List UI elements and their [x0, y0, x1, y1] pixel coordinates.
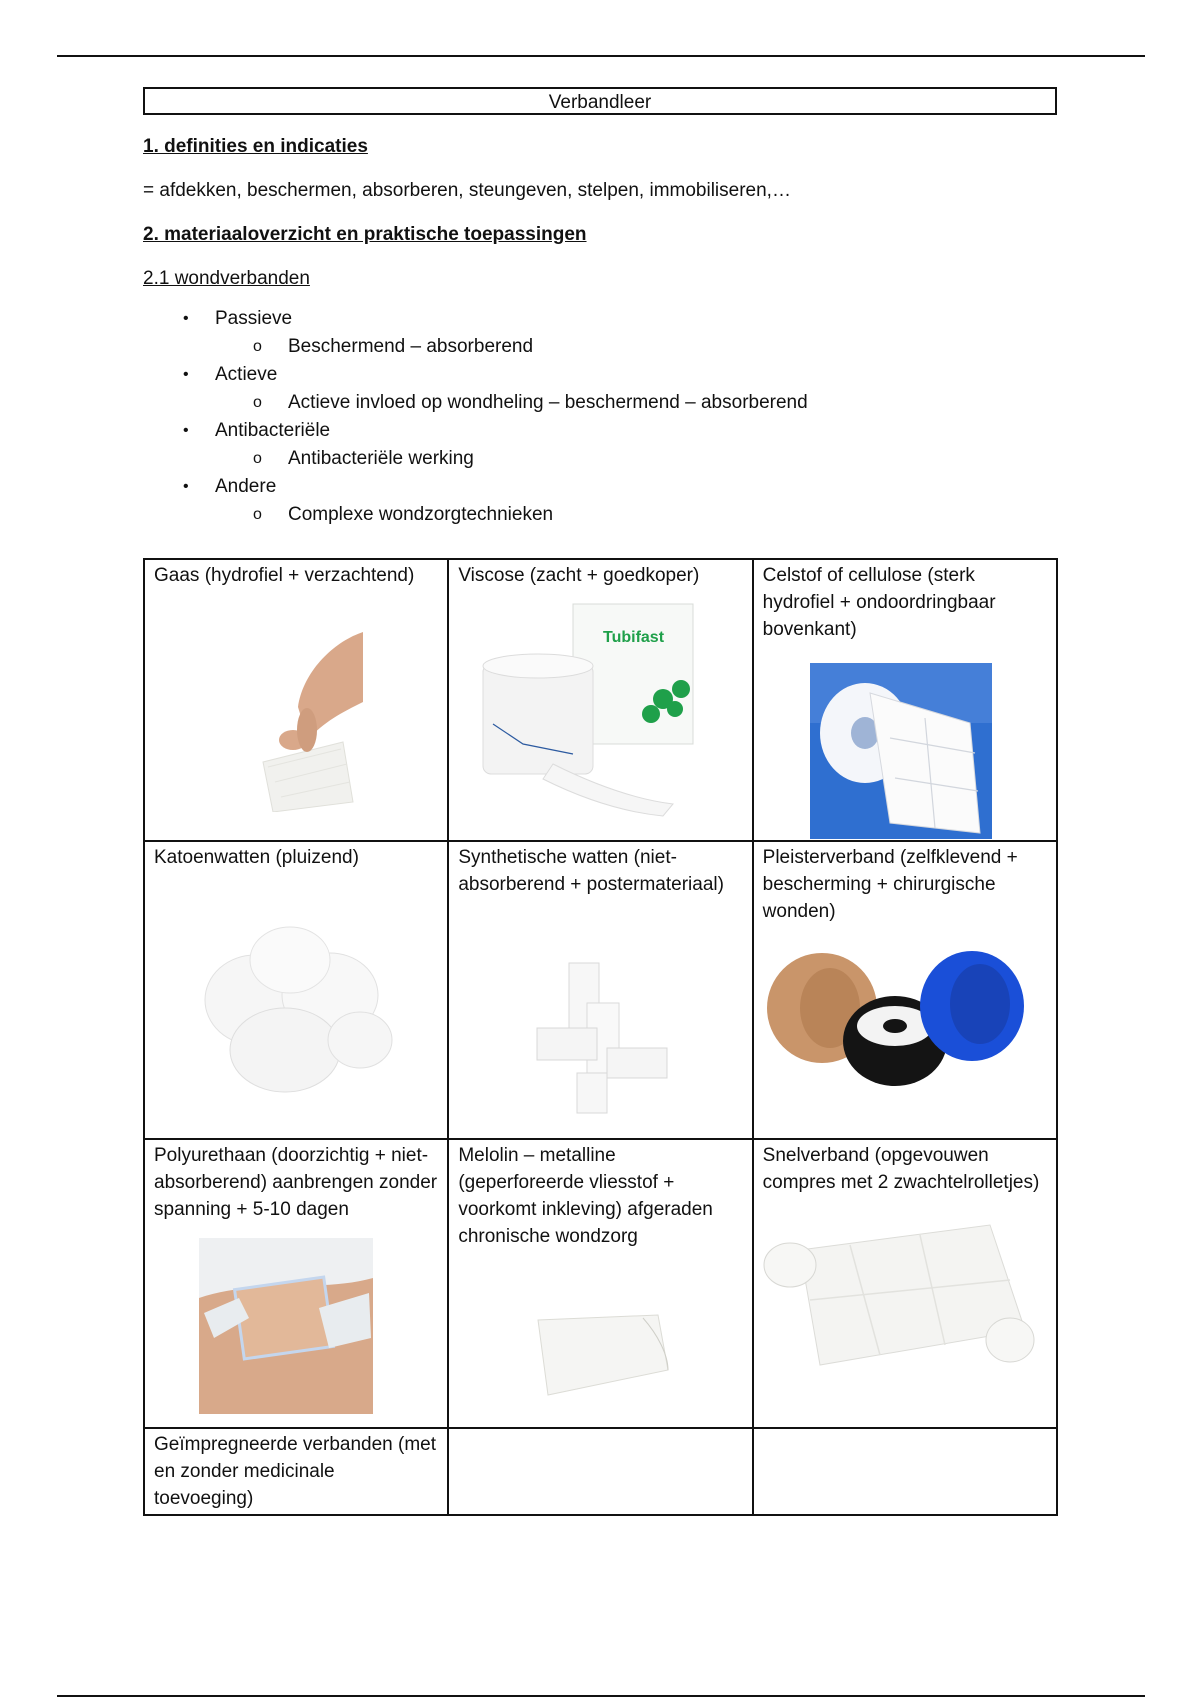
cell-caption: Viscose (zacht + goedkoper) [458, 565, 700, 586]
table-cell [144, 841, 448, 1139]
wound-type-detail: Beschermend – absorberend [288, 336, 534, 357]
table-cell [753, 841, 1057, 1139]
list-item [143, 361, 1057, 389]
document-title: Verbandleer [143, 87, 1057, 115]
synthetic-padding-image [507, 958, 687, 1118]
table-cell [448, 559, 752, 841]
circle-bullet-icon: o [253, 506, 262, 523]
list-item [143, 473, 1057, 501]
list-subitem [143, 333, 1057, 361]
list-subitem [143, 389, 1057, 417]
list-item [143, 417, 1057, 445]
circle-bullet-icon: o [253, 394, 262, 411]
header-rule [57, 55, 1145, 57]
wound-type-label: Antibacteriële [215, 420, 331, 441]
cotton-balls-image [185, 910, 405, 1110]
table-cell [448, 1139, 752, 1428]
table-row [144, 559, 1057, 841]
cell-caption: Celstof of cellulose (sterk hydrofiel + ondoordringbaar bovenkant) [762, 565, 996, 640]
wound-type-label: Actieve [215, 364, 278, 385]
gauze-image [203, 612, 363, 812]
list-subitem [143, 501, 1057, 529]
bullet-icon: • [183, 422, 189, 439]
tubifast-logo: Tubifast [603, 629, 665, 646]
wound-type-detail: Complexe wondzorgtechnieken [288, 504, 554, 525]
list-subitem [143, 445, 1057, 473]
table-cell [144, 559, 448, 841]
table-cell [753, 1139, 1057, 1428]
section1-text: = afdekken, beschermen, absorberen, steungeven, stelpen, immobiliseren,… [143, 180, 791, 201]
film-dressing-image [199, 1238, 373, 1414]
cell-caption: Synthetische watten (niet-absorberend + postermateriaal) [458, 847, 724, 895]
bullet-icon: • [183, 366, 189, 383]
circle-bullet-icon: o [253, 338, 262, 355]
table-cell [448, 1428, 752, 1515]
bullet-icon: • [183, 310, 189, 327]
wound-type-detail: Antibacteriële werking [288, 448, 474, 469]
cell-caption: Katoenwatten (pluizend) [154, 847, 359, 868]
cell-caption: Snelverband (opgevouwen compres met 2 zwachtelrolletjes) [762, 1145, 1040, 1193]
wound-type-detail: Actieve invloed op wondheling – beschermend – absorberend [288, 392, 808, 413]
section2-1-heading: 2.1 wondverbanden [143, 268, 310, 289]
table-cell [144, 1428, 448, 1515]
section1-heading: 1. definities en indicaties [143, 136, 368, 157]
table-row [144, 1139, 1057, 1428]
quick-bandage-image [760, 1220, 1040, 1370]
materials-table [143, 558, 1058, 1516]
list-item [143, 305, 1057, 333]
cellulose-image [810, 663, 992, 839]
cell-caption: Melolin – metalline (geperforeerde vliesstof + voorkomt inkleving) afgeraden chronische wondzorg [458, 1145, 713, 1247]
table-cell [753, 1428, 1057, 1515]
cohesive-bandage-image [760, 946, 1030, 1096]
melolin-pad-image [533, 1310, 673, 1400]
wound-type-label: Andere [215, 476, 277, 497]
table-cell [144, 1139, 448, 1428]
cell-caption: Geïmpregneerde verbanden (met en zonder medicinale toevoeging) [154, 1434, 436, 1509]
table-row [144, 841, 1057, 1139]
footer-rule [57, 1695, 1145, 1697]
document-body [143, 87, 1057, 529]
wound-type-label: Passieve [215, 308, 293, 329]
cell-caption: Polyurethaan (doorzichtig + niet-absorberend) aanbrengen zonder spanning + 5-10 dagen [154, 1145, 438, 1220]
table-cell [448, 841, 752, 1139]
table-row [144, 1428, 1057, 1515]
table-cell [753, 559, 1057, 841]
section2-heading: 2. materiaaloverzicht en praktische toepassingen [143, 224, 587, 245]
circle-bullet-icon: o [253, 450, 262, 467]
bullet-icon: • [183, 478, 189, 495]
viscose-product-image [463, 594, 723, 824]
cell-caption: Pleisterverband (zelfklevend + bescherming + chirurgische wonden) [762, 847, 1018, 922]
cell-caption: Gaas (hydrofiel + verzachtend) [154, 565, 415, 586]
wound-type-list [143, 305, 1057, 529]
